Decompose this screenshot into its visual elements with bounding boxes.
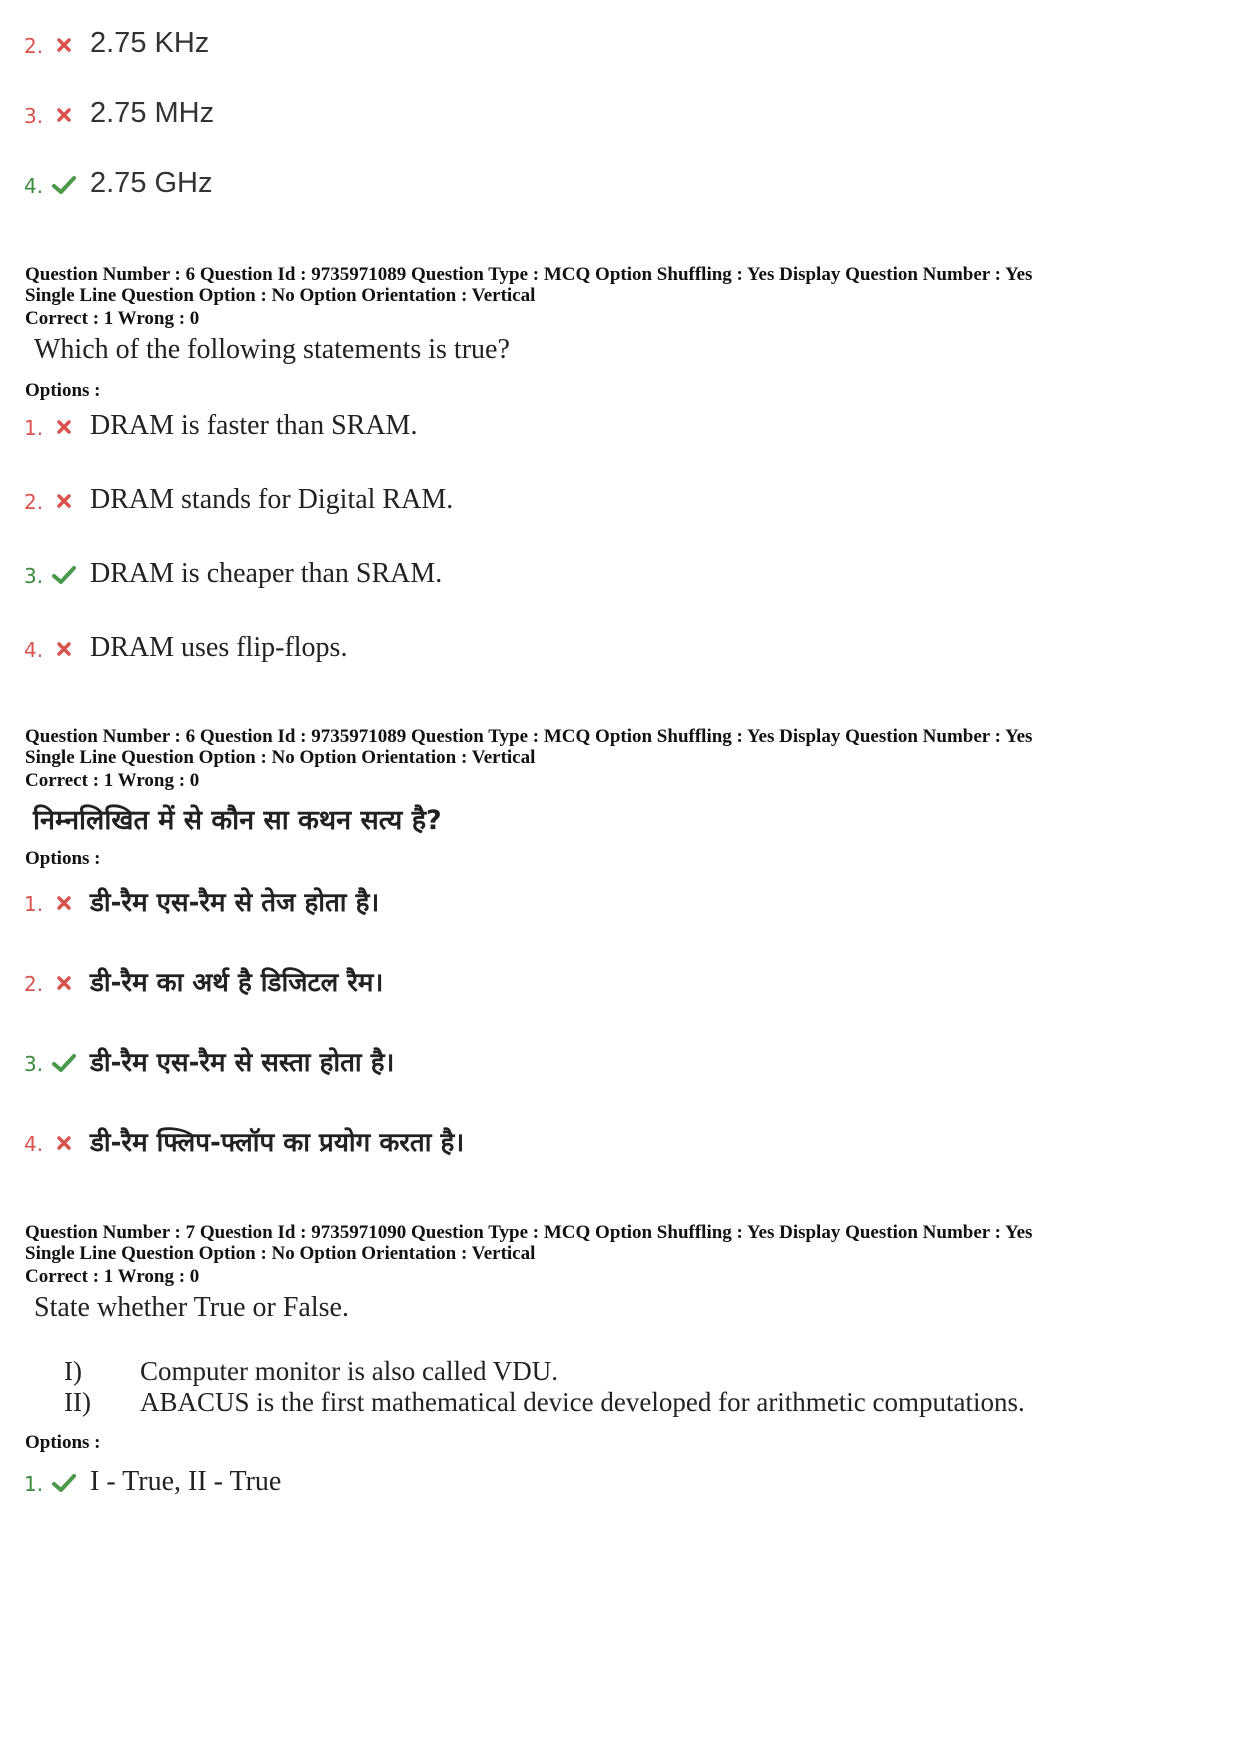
option-row: [24, 876, 379, 916]
cross-icon: [48, 1130, 80, 1156]
option-row: [24, 88, 214, 128]
option-row: [24, 158, 213, 198]
check-icon: [48, 1050, 80, 1076]
cross-icon: [48, 970, 80, 996]
question-meta: [25, 264, 1032, 306]
option-row: [24, 622, 347, 662]
cross-icon: [48, 102, 80, 128]
cross-icon: [48, 636, 80, 662]
option-number: 1.: [24, 1472, 44, 1496]
option-number: 4.: [24, 638, 44, 662]
question-text: Which of the following statements is true?: [34, 334, 510, 365]
cross-icon: [48, 488, 80, 514]
score-line: Correct : 1 Wrong : 0: [25, 770, 200, 791]
check-icon: [48, 1470, 80, 1496]
check-icon: [48, 172, 80, 198]
question-text: निम्नलिखित में से कौन सा कथन सत्य है?: [33, 805, 442, 836]
option-row: [24, 1456, 281, 1496]
question-meta-line: Single Line Question Option : No Option Orientation : Vertical: [25, 747, 536, 768]
option-row: [24, 400, 417, 440]
option-number: 4.: [24, 1132, 44, 1156]
option-text: DRAM stands for Digital RAM.: [90, 484, 454, 515]
cross-icon: [48, 890, 80, 916]
option-number: 2.: [24, 972, 44, 996]
question-meta: [25, 1222, 1032, 1264]
option-number: 2.: [24, 34, 44, 58]
question-meta-line: Single Line Question Option : No Option Orientation : Vertical: [25, 285, 536, 306]
statement-label: II): [64, 1387, 91, 1417]
option-row: [24, 1116, 464, 1156]
option-text: 2.75 GHz: [90, 167, 213, 199]
option-text: I - True, II - True: [90, 1466, 282, 1497]
question-meta-line: Question Number : 6 Question Id : 9735971089 Question Type : MCQ Option Shuffling : Yes Display Question Number : Yes: [25, 264, 1033, 285]
option-number: 3.: [24, 564, 44, 588]
option-number: 4.: [24, 174, 44, 198]
option-row: [24, 474, 453, 514]
option-text: डी-रैम फ्लिप-फ्लॉप का प्रयोग करता है।: [90, 1128, 465, 1158]
option-text: DRAM is cheaper than SRAM.: [90, 558, 443, 589]
option-number: 1.: [24, 416, 44, 440]
option-number: 3.: [24, 104, 44, 128]
option-number: 3.: [24, 1052, 44, 1076]
options-label: Options :: [25, 848, 101, 869]
cross-icon: [48, 414, 80, 440]
question-meta-line: Question Number : 7 Question Id : 9735971090 Question Type : MCQ Option Shuffling : Yes Display Question Number : Yes: [25, 1222, 1033, 1243]
options-label: Options :: [25, 1432, 101, 1453]
option-row: [24, 18, 209, 58]
option-text: DRAM is faster than SRAM.: [90, 410, 418, 441]
option-text: डी-रैम एस-रैम से तेज होता है।: [90, 888, 380, 918]
option-number: 2.: [24, 490, 44, 514]
option-row: [24, 1036, 394, 1076]
question-text: State whether True or False.: [34, 1292, 349, 1323]
option-text: डी-रैम का अर्थ है डिजिटल रैम।: [90, 968, 384, 998]
score-line: Correct : 1 Wrong : 0: [25, 1266, 200, 1287]
statement-text: Computer monitor is also called VDU.: [140, 1356, 558, 1386]
option-text: 2.75 KHz: [90, 27, 210, 59]
option-text: डी-रैम एस-रैम से सस्ता होता है।: [90, 1048, 395, 1078]
score-line: Correct : 1 Wrong : 0: [25, 308, 200, 329]
statement-text: ABACUS is the first mathematical device developed for arithmetic computations.: [140, 1387, 1025, 1417]
cross-icon: [48, 32, 80, 58]
option-row: [24, 956, 383, 996]
check-icon: [48, 562, 80, 588]
options-label: Options :: [25, 380, 101, 401]
question-meta-line: Question Number : 6 Question Id : 9735971089 Question Type : MCQ Option Shuffling : Yes Display Question Number : Yes: [25, 726, 1033, 747]
question-meta: [25, 726, 1032, 768]
option-text: 2.75 MHz: [90, 97, 215, 129]
option-row: [24, 548, 442, 588]
question-meta-line: Single Line Question Option : No Option Orientation : Vertical: [25, 1243, 536, 1264]
option-number: 1.: [24, 892, 44, 916]
statement-label: I): [64, 1356, 82, 1386]
option-text: DRAM uses flip-flops.: [90, 632, 348, 663]
